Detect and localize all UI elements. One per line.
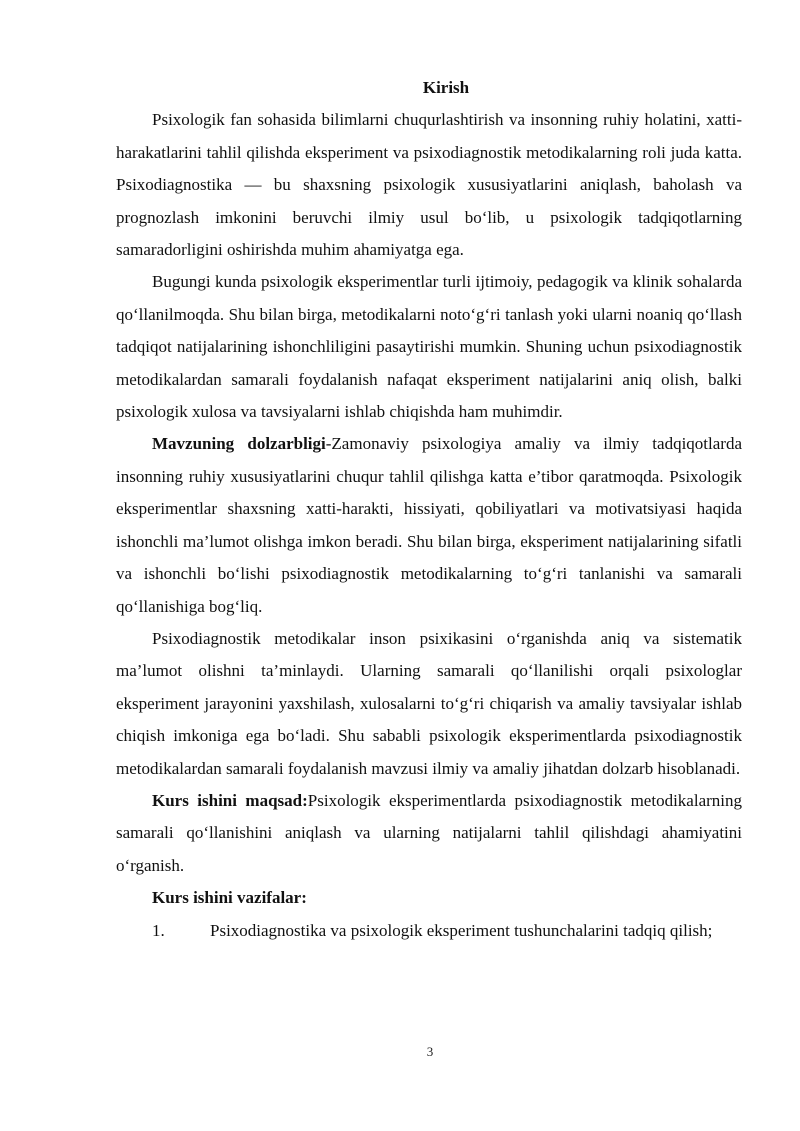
page-title: Kirish (422, 78, 470, 97)
task-text: Psixodiagnostika va psixologik eksperiment tushunchalarini tadqiq qilish; (210, 920, 713, 940)
document-page (116, 72, 742, 947)
intro-paragraph-2: Bugungi kunda psixologik eksperimentlar turli ijtimoiy, pedagogik va klinik sohalarda qo‘llanilmoqda. Shu bilan birga, metodikalarni noto‘g‘ri tanlash yoki ularni noaniq qo‘llash tadqiqot natijalarining ishonchliligini pasaytirishi mumkin. Shuning uchun psixodiagnostik metodikalardan samarali foydalanish nafaqat eksperiment natijalarini aniq olish, balki psixologik xulosa va tavsiyalarni ishlab chiqishda ham muhimdir. (116, 272, 742, 422)
relevance-text: -Zamonaviy psixologiya amaliy va ilmiy tadqiqotlarda insonning ruhiy xususiyatlarini chuqur tahlil qilishga katta e’tibor qaratmoqda. Psixologik eksperimentlar shaxsning xatti-harakti, hissiyati, qobiliyatlari va motivatsiyasi haqida ishonchli ma’lumot olishga imkon beradi. Shu bilan birga, eksperiment natijalarining sifatli va ishonchli bo‘lishi psixodiagnostik metodikalarning to‘g‘ri tanlanishi va samarali qo‘llanishiga bog‘liq. (116, 434, 742, 616)
goal-label: Kurs ishini maqsad: (152, 790, 308, 810)
task-item (116, 915, 742, 947)
methods-paragraph: Psixodiagnostik metodikalar inson psixikasini o‘rganishda aniq va sistematik ma’lumot olishni ta’minlaydi. Ularning samarali qo‘llanilishi orqali psixologlar eksperiment jarayonini yaxshilash, xulosalarni to‘g‘ri chiqarish va amaliy tavsiyalar ishlab chiqish imkoniga ega bo‘ladi. Shu sababli psixologik eksperimentlarda psixodiagnostik metodikalardan samarali foydalanish mavzusi ilmiy va amaliy jihatdan dolzarb hisoblanadi. (116, 628, 742, 778)
relevance-paragraph (116, 428, 742, 622)
relevance-label: Mavzuning dolzarbligi (152, 434, 326, 454)
page-number: 3 (426, 1044, 434, 1059)
intro-paragraph-1: Psixologik fan sohasida bilimlarni chuqurlashtirish va insonning ruhiy holatini, xatti-harakatlarini tahlil qilishda eksperiment va psixodiagnostik metodikalarning roli juda katta. Psixodiagnostika — bu shaxsning psixologik xususiyatlarini aniqlash, baholash va prognozlash imkonini beruvchi ilmiy usul bo‘lib, u psixologik tadqiqotlarning samaradorligini oshirishda muhim ahamiyatga ega. (116, 110, 742, 260)
goal-text: Psixologik eksperimentlarda psixodiagnostik metodikalarning samarali qo‘llanishini aniqlash va ularning natijalarni tahlil qilishdagi ahamiyatini o‘rganish. (116, 790, 742, 875)
tasks-heading: Kurs ishini vazifalar: (152, 888, 307, 908)
task-number: 1. (152, 920, 165, 940)
goal-paragraph (116, 785, 742, 882)
